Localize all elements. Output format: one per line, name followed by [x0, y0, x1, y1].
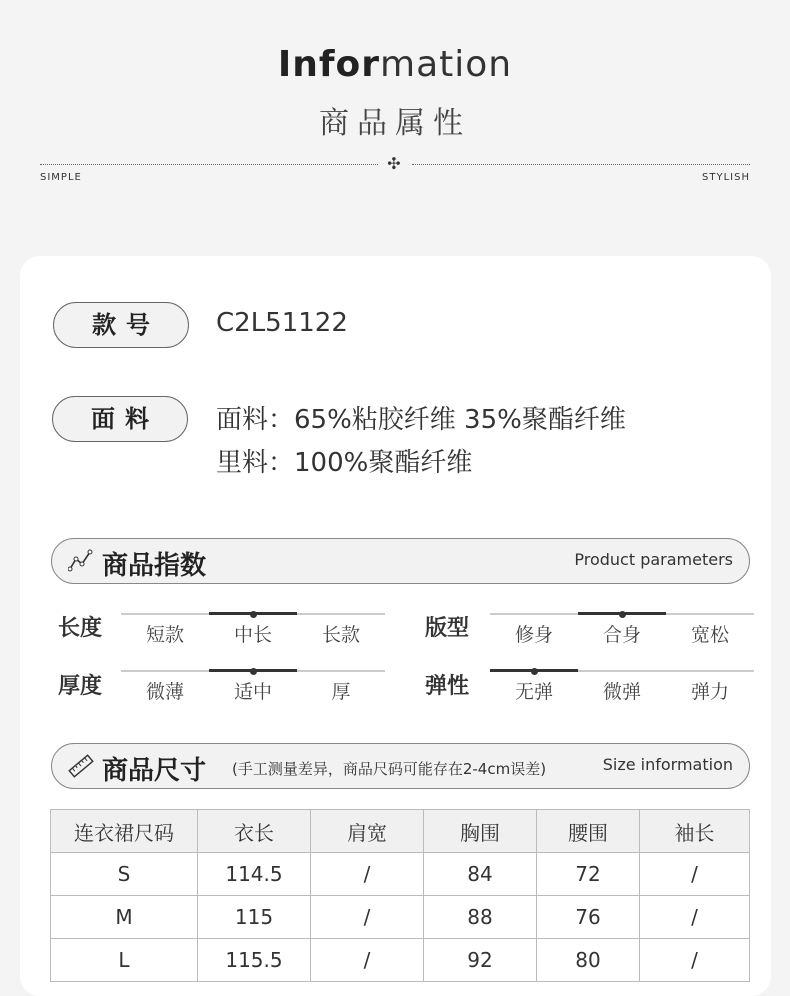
- table-row: [51, 939, 750, 982]
- table-header-cell: 衣长: [198, 810, 311, 853]
- param-option: 无弹: [514, 681, 553, 703]
- table-cell: /: [311, 939, 424, 982]
- table-cell: 80: [537, 939, 640, 982]
- table-cell: /: [640, 939, 750, 982]
- table-header-row: [51, 810, 750, 853]
- page-subtitle: 商品属性: [319, 106, 471, 141]
- table-cell: S: [51, 853, 198, 896]
- cross-arrows-icon: ✣: [387, 154, 401, 173]
- param-option: 微薄: [145, 681, 184, 703]
- param-option: 修身: [514, 624, 553, 646]
- style-no-label: 款号: [92, 311, 160, 339]
- table-row: [51, 853, 750, 896]
- table-cell: 115: [198, 896, 311, 939]
- table-cell: M: [51, 896, 198, 939]
- param-option: 短款: [145, 624, 184, 646]
- table-cell: 76: [537, 896, 640, 939]
- param-option: 合身: [602, 624, 641, 646]
- table-header-cell: 连衣裙尺码: [51, 810, 198, 853]
- size-note: (手工测量差异，商品尺码可能存在2-4cm误差): [232, 760, 547, 778]
- table-header-cell: 腰围: [537, 810, 640, 853]
- table-row: [51, 896, 750, 939]
- table-cell: /: [311, 853, 424, 896]
- params-header-bar: [51, 538, 750, 584]
- param-option: 弹力: [690, 681, 729, 703]
- param-option: 厚: [331, 681, 351, 703]
- param-label-thickness: 厚度: [58, 674, 103, 699]
- table-cell: 115.5: [198, 939, 311, 982]
- style-no-value: C2L51122: [216, 308, 348, 338]
- param-label-elasticity: 弹性: [425, 674, 470, 699]
- table-cell: L: [51, 939, 198, 982]
- param-label-length: 长度: [58, 616, 103, 641]
- table-cell: /: [640, 853, 750, 896]
- tag-right: STYLISH: [702, 172, 750, 183]
- table-cell: /: [311, 896, 424, 939]
- param-option: 长款: [321, 624, 360, 646]
- page-title: [0, 44, 790, 85]
- table-header-cell: 肩宽: [311, 810, 424, 853]
- param-option: 适中: [233, 681, 272, 703]
- param-selected-dot: [250, 611, 257, 618]
- table-header-cell: 胸围: [424, 810, 537, 853]
- table-header-cell: 袖长: [640, 810, 750, 853]
- param-selected-dot: [250, 668, 257, 675]
- fabric-pill: [52, 396, 188, 442]
- param-selected-dot: [531, 668, 538, 675]
- fabric-label: 面料: [91, 405, 159, 433]
- table-cell: 72: [537, 853, 640, 896]
- size-header-bar: [51, 743, 750, 789]
- param-option: 宽松: [690, 624, 729, 646]
- fabric-line-2: 里料：100%聚酯纤维: [216, 448, 473, 478]
- trend-line-icon: [68, 549, 94, 573]
- param-selected-dot: [619, 611, 626, 618]
- table-cell: /: [640, 896, 750, 939]
- param-label-fit: 版型: [425, 616, 470, 641]
- table-cell: 92: [424, 939, 537, 982]
- fabric-line-1: 面料：65%粘胶纤维 35%聚酯纤维: [216, 405, 626, 435]
- param-option: 中长: [233, 624, 272, 646]
- size-title: 商品尺寸: [102, 756, 207, 786]
- table-cell: 114.5: [198, 853, 311, 896]
- divider-left: [40, 164, 378, 165]
- style-no-pill: [53, 302, 189, 348]
- title-bold: Infor: [277, 44, 381, 85]
- params-title: 商品指数: [102, 551, 207, 581]
- size-title-en: Size information: [602, 755, 733, 774]
- params-title-en: Product parameters: [574, 550, 733, 569]
- table-cell: 84: [424, 853, 537, 896]
- divider-right: [412, 164, 750, 165]
- tag-left: SIMPLE: [40, 172, 82, 183]
- title-light: mation: [380, 44, 513, 85]
- param-option: 微弹: [602, 681, 641, 703]
- ruler-icon: [68, 754, 94, 778]
- size-table: [50, 809, 750, 982]
- table-cell: 88: [424, 896, 537, 939]
